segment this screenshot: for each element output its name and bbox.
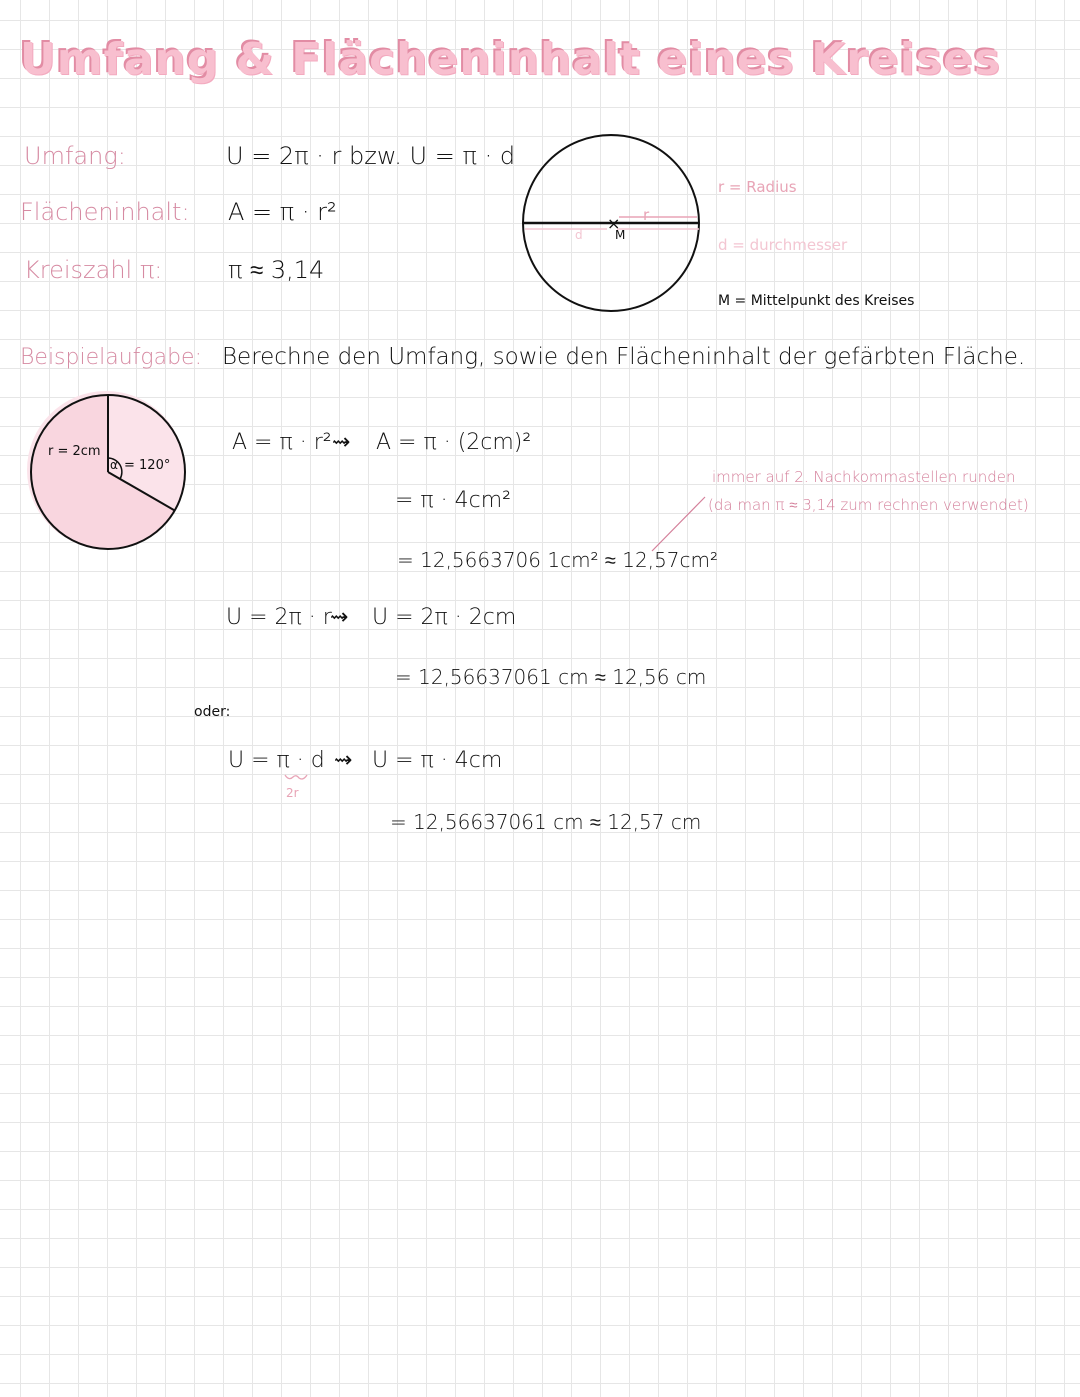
legend-durchmesser: d = durchmesser: [718, 236, 848, 254]
note-pointer-line: [650, 495, 710, 555]
circumference-alt-arrow: ⇝: [334, 748, 353, 773]
note-line-1: immer auf 2. Nachkommastellen runden: [712, 468, 1016, 486]
area-step2: = π · 4cm²: [395, 488, 511, 513]
circumference-alt-substitution: U = π · 4cm: [372, 748, 503, 773]
circumference-substitution: U = 2π · 2cm: [372, 605, 517, 630]
label-umfang: Umfang:: [24, 142, 126, 170]
area-result: = 12,5663706 1cm² ≈ 12,57cm²: [397, 548, 719, 572]
svg-text:×: ×: [607, 214, 621, 233]
formula-kreiszahl: π ≈ 3,14: [228, 256, 325, 284]
circumference-formula: U = 2π · r: [226, 605, 332, 630]
circumference-alt-formula: U = π · d: [228, 748, 325, 773]
legend-mittelpunkt: M = Mittelpunkt des Kreises: [718, 293, 915, 309]
alt-label: oder:: [194, 704, 231, 720]
sector-angle-label: = 120°: [124, 458, 171, 473]
area-arrow: ⇝: [332, 430, 351, 455]
area-formula: A = π · r²: [232, 430, 332, 455]
page-title: Umfang & Flächeninhalt eines Kreises: [20, 34, 1002, 85]
sector-radius-label: r = 2cm: [48, 444, 101, 459]
diameter-marker: d: [575, 228, 583, 242]
brace-note: 2r: [286, 786, 299, 800]
area-substitution: A = π · (2cm)²: [376, 430, 532, 455]
note-line-2: (da man π ≈ 3,14 zum rechnen verwendet): [708, 496, 1029, 514]
formula-flaecheninhalt: A = π · r²: [228, 198, 337, 226]
circumference-alt-result: = 12,56637061 cm ≈ 12,57 cm: [390, 810, 702, 834]
circle-diagram: [515, 128, 715, 318]
center-marker: M: [615, 228, 626, 242]
sector-figure: [20, 388, 200, 563]
circumference-arrow: ⇝: [330, 605, 349, 630]
example-task: Berechne den Umfang, sowie den Flächeninhalt der gefärbten Fläche.: [222, 344, 1026, 370]
circumference-result: = 12,56637061 cm ≈ 12,56 cm: [395, 665, 707, 689]
brace-under-d: [283, 772, 309, 782]
formula-umfang: U = 2π · r bzw. U = π · d: [226, 142, 516, 170]
legend-radius: r = Radius: [718, 178, 797, 196]
example-label: Beispielaufgabe:: [20, 345, 203, 370]
sector-angle-symbol: α: [110, 458, 118, 472]
label-flaecheninhalt: Flächeninhalt:: [20, 198, 190, 226]
radius-marker: r: [643, 206, 650, 224]
label-kreiszahl: Kreiszahl π:: [24, 256, 163, 284]
